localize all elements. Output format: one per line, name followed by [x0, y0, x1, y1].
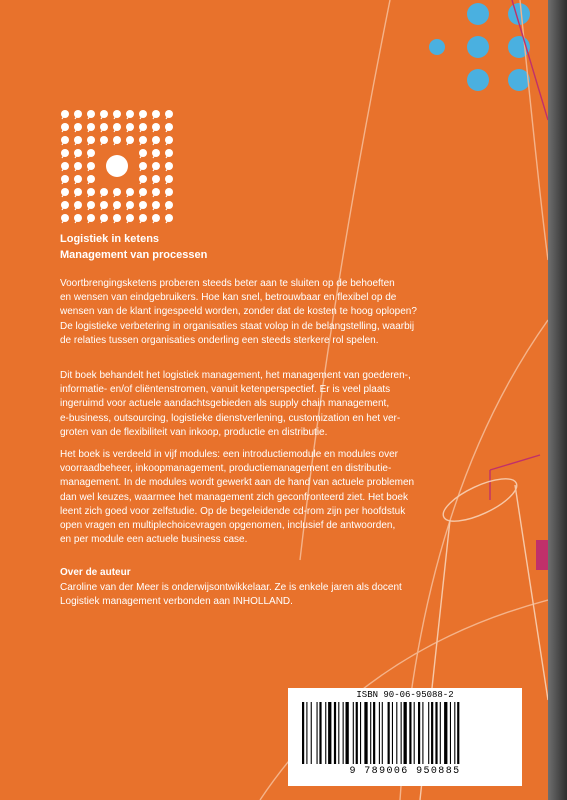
book-subtitle: Management van processen: [60, 249, 208, 261]
magenta-block: [536, 540, 548, 570]
blue-dots-icon: [429, 3, 530, 91]
blurb-paragraph-1: Voortbrengingsketens proberen steeds beter aan te sluiten op de behoeften en wensen van eindgebruikers. Hoe kan snel, betrouwbaar en flexibel op de wensen van de klant ingespeeld worden, zonder dat de kosten te hoog oplopen? De logistieke verbetering in organisaties staat volop in de belangstelling, waarbij de relaties tussen organisaties onderling een steeds sterkere rol spelen.: [60, 278, 417, 346]
barcode-icon: [302, 702, 508, 764]
barcode-label: [288, 688, 522, 786]
isbn-text: ISBN 90-06-95088-2: [356, 690, 454, 700]
ean-number: 9 789006 950885: [349, 766, 461, 777]
blurb-paragraph-3: Het boek is verdeeld in vijf modules: een introductiemodule en modules over voorraadbeheer, inkoopmanagement, productiemanagement en distributie- management. In de modules wordt gewerkt aan de hand van actuele problemen dan wel keuzes, waarmee het management zich geconfronteerd ziet. Het boek leent zich goed voor zelfstudie. Op de begeleidende cd-rom zijn per hoofdstuk open vragen en multiplechoicevragen opgenomen, inclusief de antwoorden, en per module een actuele business case.: [60, 449, 415, 546]
blurb-paragraph-2: Dit boek behandelt het logistiek management, het management van goederen-, informatie- en/of cliëntenstromen, vanuit ketenperspectief. Er is veel plaats ingeruimd voor actuele aandachtsgebieden als supply chain management, e-business, outsourcing, logistieke dienstverlening, customization en het ver- groten van de flexibiliteit van inkoop, productie en distributie.: [60, 370, 411, 438]
book-title: Logistiek in ketens: [60, 233, 160, 245]
page-edge: [548, 0, 567, 800]
about-author-heading: Over de auteur: [60, 567, 131, 578]
publisher-logo-icon: [57, 106, 177, 226]
magenta-lines: [490, 0, 548, 500]
about-author-text: Caroline van der Meer is onderwijsontwikkelaar. Ze is enkele jaren als docent Logistiek management verbonden aan INHOLLAND.: [60, 582, 402, 608]
